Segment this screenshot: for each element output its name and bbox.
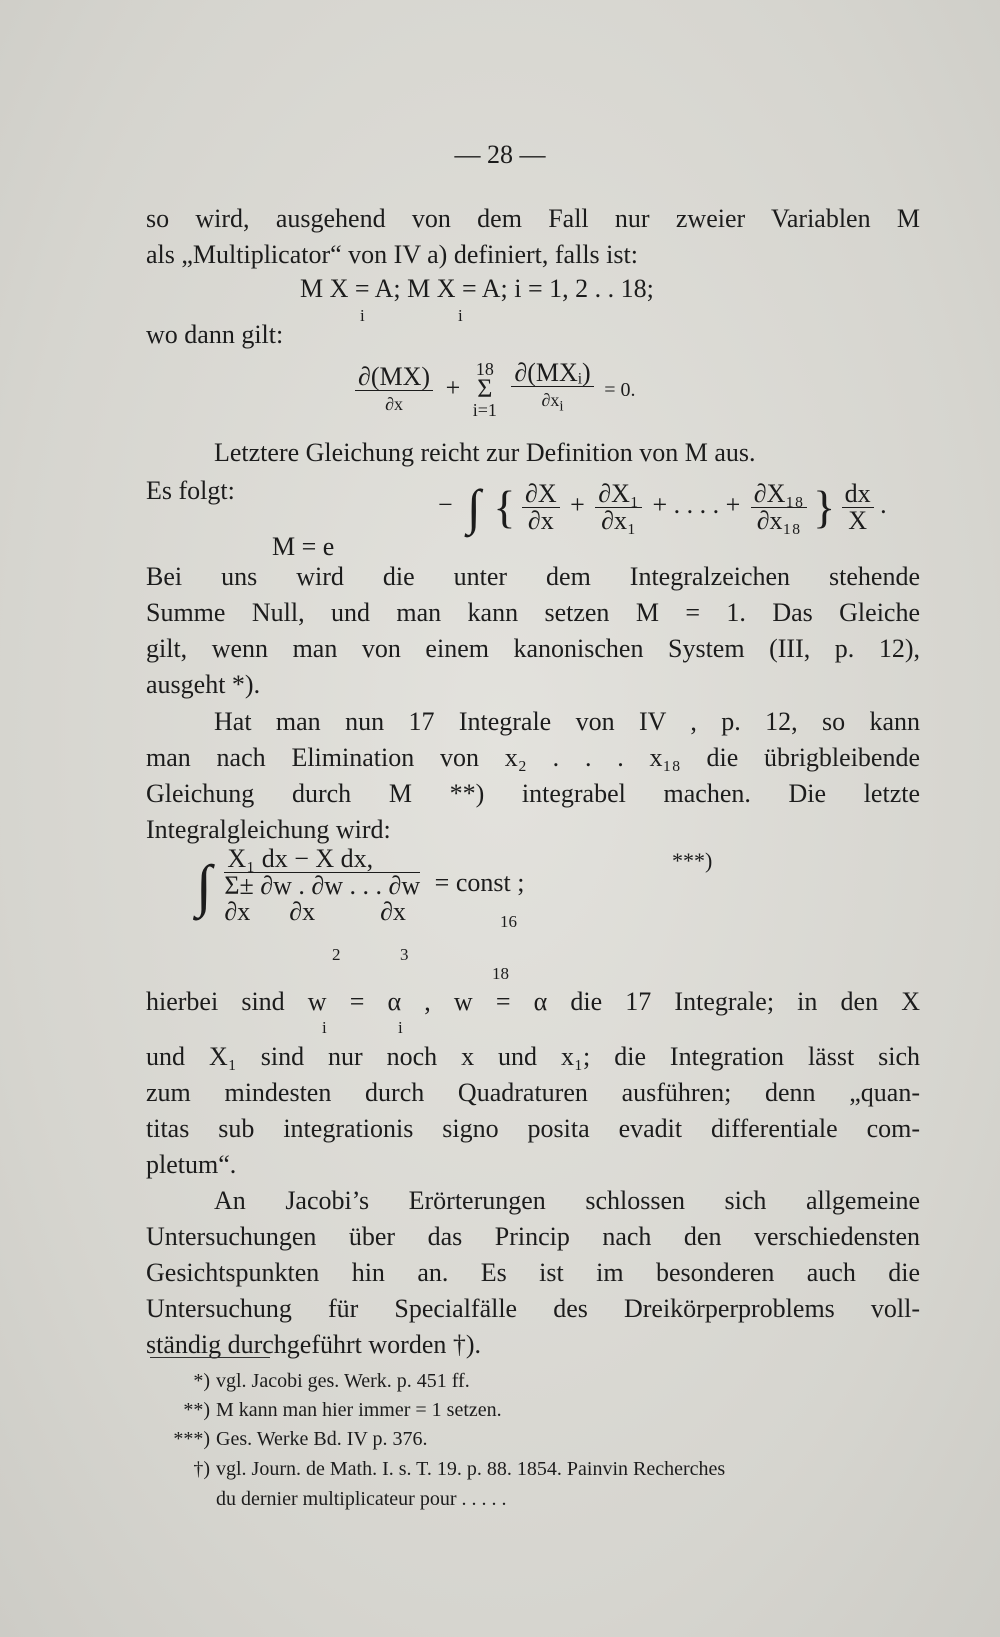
fraction bbox=[355, 361, 433, 417]
equation-m-equals: M = e bbox=[272, 532, 335, 561]
equation-subscript: 3 bbox=[400, 945, 409, 964]
numerator: dx bbox=[842, 481, 874, 508]
text-line: so wird, ausgehend von dem Fall nur zweier Variablen M bbox=[146, 204, 920, 233]
integral-sign: ∫ bbox=[467, 479, 481, 535]
text-line: Gleichung durch M **) integrabel machen. Die letzte bbox=[146, 779, 920, 808]
sum-lower: i=1 bbox=[472, 400, 497, 420]
numerator: ∂X₁₈ bbox=[751, 481, 807, 508]
denominator: ∂x₁₈ bbox=[756, 505, 801, 535]
fraction bbox=[751, 478, 807, 535]
plus-sign: + bbox=[445, 372, 461, 402]
equation-subscript: 2 bbox=[332, 945, 341, 964]
fraction bbox=[595, 478, 642, 535]
text-subscript: i bbox=[398, 1018, 403, 1037]
denominator: ∂x bbox=[527, 505, 554, 535]
right-brace: } bbox=[813, 481, 836, 533]
equals-const: = const ; bbox=[434, 868, 525, 898]
footnote-ref: ***) bbox=[672, 848, 713, 873]
equation-integral-multiplier bbox=[438, 478, 887, 536]
left-brace: { bbox=[493, 481, 516, 533]
text-line: Hat man nun 17 Integrale von IV , p. 12, so kann bbox=[214, 707, 920, 736]
text-line: Untersuchung für Specialfälle des Dreikörperproblems voll- bbox=[146, 1294, 920, 1323]
equation-subscript: 18 bbox=[492, 964, 509, 983]
equation-subscript: i bbox=[458, 306, 463, 325]
ellipsis: + . . . . + bbox=[652, 489, 741, 519]
denominator-lower: ∂x ∂x ∂x bbox=[224, 897, 406, 926]
denominator: X bbox=[848, 505, 868, 535]
text-line: zum mindesten durch Quadraturen ausführen; denn „quan- bbox=[146, 1078, 920, 1107]
text-line: wo dann gilt: bbox=[146, 320, 284, 349]
text-line: Summe Null, und man kann setzen M = 1. Das Gleiche bbox=[146, 598, 920, 627]
page-number: — 28 — bbox=[454, 140, 546, 169]
text-line: gilt, wenn man von einem kanonischen System (III, p. 12), bbox=[146, 634, 920, 663]
sum-sign: Σ bbox=[477, 374, 493, 403]
text-line: pletum“. bbox=[146, 1150, 237, 1179]
text-line: als „Multiplicator“ von IV a) definiert, falls ist: bbox=[146, 240, 638, 269]
numerator: ∂(MXᵢ) bbox=[511, 360, 593, 387]
numerator: X₁ dx − X dx, bbox=[224, 846, 420, 873]
numerator: ∂X bbox=[522, 481, 560, 508]
footnote: du dernier multiplicateur pour . . . . . bbox=[216, 1488, 507, 1510]
text-line: Letztere Gleichung reicht zur Definition von M aus. bbox=[214, 438, 756, 467]
numerator: ∂(MX) bbox=[355, 364, 433, 391]
equation-divergence bbox=[355, 360, 635, 420]
text-line: titas sub integrationis signo posita evadit differentiale com- bbox=[146, 1114, 920, 1143]
period: . bbox=[880, 489, 887, 519]
footnote: ***) Ges. Werke Bd. IV p. 376. bbox=[173, 1428, 428, 1450]
numerator: ∂X₁ bbox=[595, 481, 642, 508]
text-line: Integralgleichung wird: bbox=[146, 815, 391, 844]
footnote-rule bbox=[150, 1357, 270, 1358]
text-line: und X₁ sind nur noch x und x₁; die Integration lässt sich bbox=[146, 1042, 920, 1071]
text-line: Bei uns wird die unter dem Integralzeichen stehende bbox=[146, 562, 920, 591]
denominator: ∂x₁ bbox=[601, 505, 637, 535]
integral-sign: ∫ bbox=[196, 853, 212, 918]
text-subscript: i bbox=[322, 1018, 327, 1037]
text-line: Gesichtspunkten hin an. Es ist im besonderen auch die bbox=[146, 1258, 920, 1287]
text-line: ständig durchgeführt worden †). bbox=[146, 1330, 482, 1359]
fraction bbox=[224, 846, 420, 925]
footnote: *) vgl. Jacobi ges. Werk. p. 451 ff. bbox=[193, 1370, 470, 1392]
sum-upper: 18 bbox=[475, 359, 494, 379]
equation-subscript: 16 bbox=[500, 912, 517, 931]
text-line: Es folgt: bbox=[146, 476, 235, 505]
equation-integral-const bbox=[196, 846, 524, 925]
footnote: †) vgl. Journ. de Math. I. s. T. 19. p. 88. 1854. Painvin Recherches bbox=[193, 1458, 726, 1480]
fraction bbox=[511, 360, 593, 420]
text-line: hierbei sind w = α , w = α die 17 Integrale; in den X bbox=[146, 987, 920, 1016]
text-line: ausgeht *). bbox=[146, 670, 261, 699]
minus-sign: − bbox=[438, 489, 453, 519]
plus-sign: + bbox=[570, 489, 585, 519]
equals-zero: = 0. bbox=[604, 378, 636, 401]
denominator: Σ± ∂w . ∂w . . . ∂w bbox=[224, 871, 421, 900]
text-line: man nach Elimination von x₂ . . . x₁₈ die übrigbleibende bbox=[146, 743, 920, 772]
text-line: Untersuchungen über das Princip nach den verschiedensten bbox=[146, 1222, 920, 1251]
equation-subscript: i bbox=[360, 306, 365, 325]
fraction bbox=[522, 478, 560, 535]
denominator: ∂x bbox=[385, 393, 403, 414]
fraction bbox=[842, 478, 874, 535]
equation-multiplicator bbox=[300, 274, 654, 304]
text-line: An Jacobi’s Erörterungen schlossen sich allgemeine bbox=[214, 1186, 920, 1215]
equation-text: M X = A; M X = A; i = 1, 2 . . 18; bbox=[300, 274, 654, 303]
summation bbox=[473, 360, 497, 420]
denominator: $\partial x_i$ bbox=[541, 390, 564, 415]
footnote: **) M kann man hier immer = 1 setzen. bbox=[183, 1399, 502, 1421]
